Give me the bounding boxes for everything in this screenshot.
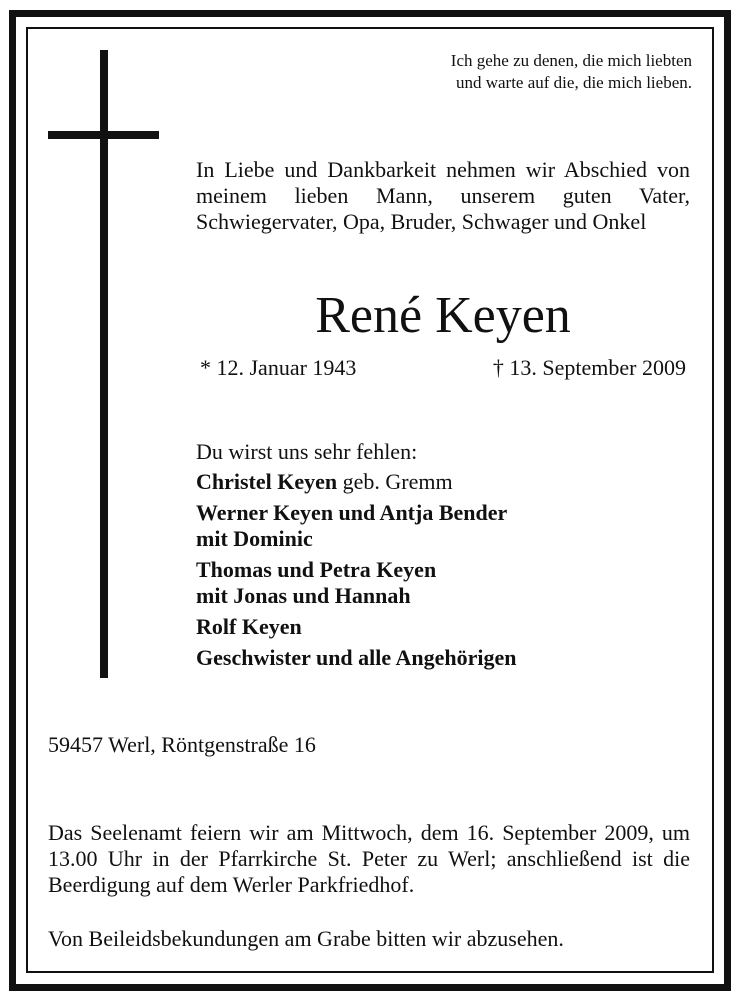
motto-line: und warte auf die, die mich lieben. (455, 73, 692, 92)
mourner-suffix: geb. Gremm (337, 469, 453, 494)
mourner-entry (196, 500, 690, 552)
intro-text: In Liebe und Dankbarkeit nehmen wir Abschied von meinem lieben Mann, unserem guten Vater, Schwiegervater, Opa, Bruder, Schwager und Onkel (196, 157, 690, 234)
address: 59457 Werl, Röntgenstraße 16 (48, 732, 316, 757)
condolence-note: Von Beileidsbekundungen am Grabe bitten wir abzusehen. (48, 926, 564, 951)
deceased-name: René Keyen (315, 287, 571, 344)
birth-date: * 12. Januar 1943 (200, 355, 357, 380)
mourner-name: Rolf Keyen (196, 614, 302, 639)
motto-line: Ich gehe zu denen, die mich liebten (450, 51, 692, 70)
mourner-name: Christel Keyen (196, 469, 338, 494)
mourner-entry (196, 557, 690, 609)
mourner-name: mit Jonas und Hannah (196, 583, 411, 608)
mourner-name: Werner Keyen und Antja Bender (196, 500, 508, 525)
mourner-name: Thomas und Petra Keyen (196, 557, 437, 582)
mourner-entry (196, 645, 690, 671)
life-dates (200, 355, 686, 381)
mourner-entry (196, 614, 690, 640)
mourner-name: mit Dominic (196, 526, 313, 551)
cross-horizontal-bar (48, 131, 159, 139)
death-date: † 13. September 2009 (492, 355, 686, 380)
mourners-list (196, 439, 690, 676)
ceremony-text: Das Seelenamt feiern wir am Mittwoch, dem 16. September 2009, um 13.00 Uhr in der Pfarrkirche St. Peter zu Werl; anschließend ist die Beerdigung auf dem Werler Parkfriedhof. (48, 820, 690, 897)
cross-vertical-bar (100, 50, 108, 678)
motto (340, 50, 692, 94)
mourner-name: Geschwister und alle Angehörigen (196, 645, 517, 670)
mourners-lead: Du wirst uns sehr fehlen: (196, 439, 418, 464)
mourner-entry (196, 469, 690, 495)
